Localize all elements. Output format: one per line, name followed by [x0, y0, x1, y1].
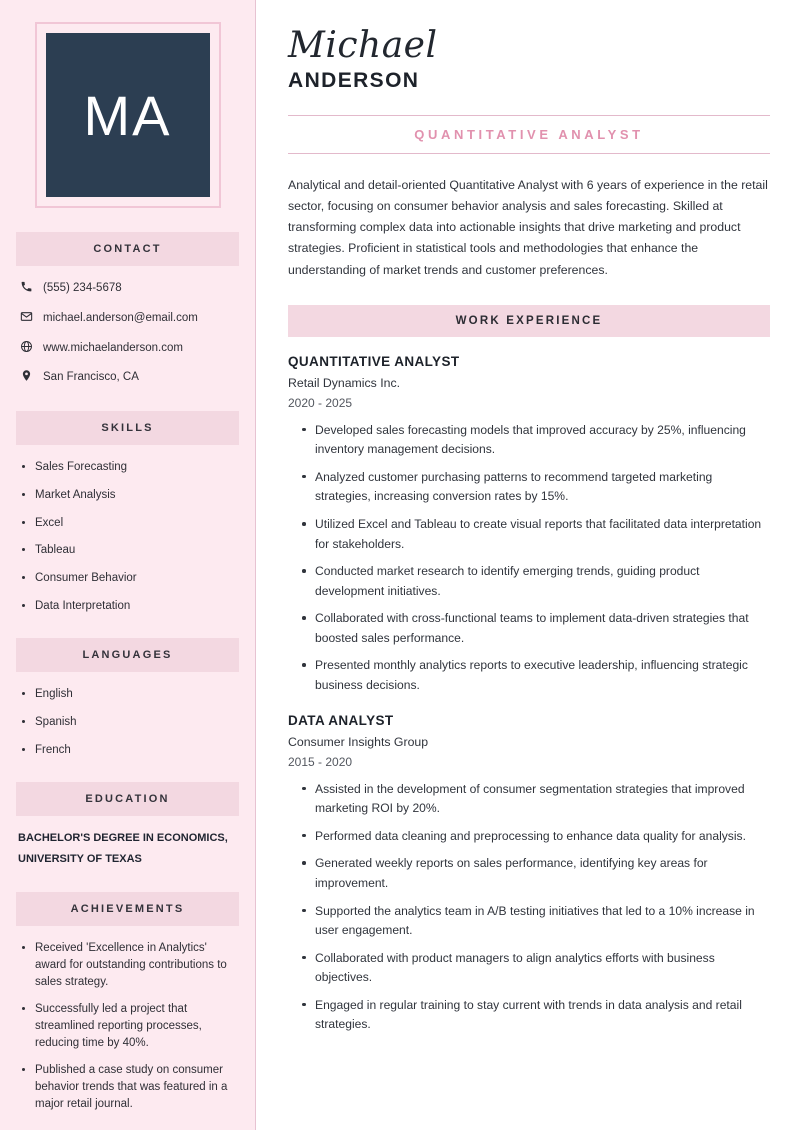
list-item: Utilized Excel and Tableau to create visual reports that facilitated data interpretation for stakeholders.: [302, 515, 770, 554]
job-role-title: QUANTITATIVE ANALYST: [288, 115, 770, 154]
globe-icon: [20, 340, 33, 358]
job-title: QUANTITATIVE ANALYST: [288, 353, 460, 369]
list-item: Supported the analytics team in A/B testing initiatives that led to a 10% increase in user engagement.: [302, 902, 770, 941]
sidebar: [0, 0, 256, 1130]
list-item: Data Interpretation: [22, 598, 239, 615]
avatar-initials: MA: [46, 33, 210, 197]
job-dates: 2015 - 2020: [288, 754, 353, 769]
list-item: Consumer Behavior: [22, 570, 239, 587]
list-item: English: [22, 686, 239, 703]
page-title-first-name: Michael: [288, 25, 438, 66]
list-item: Sales Forecasting: [22, 459, 239, 476]
job-bullet-list: [288, 421, 770, 696]
list-item: Collaborated with product managers to align analytics efforts with business objectives.: [302, 949, 770, 988]
contact-phone: [20, 280, 239, 298]
list-item: French: [22, 742, 239, 759]
contact-list: [16, 280, 239, 387]
list-item: Published a case study on consumer behavior trends that was featured in a major retail journal.: [22, 1062, 239, 1112]
list-item: Spanish: [22, 714, 239, 731]
avatar: [35, 22, 221, 208]
achievements-list: [16, 940, 239, 1112]
location-pin-icon: [20, 369, 33, 387]
contact-phone-text: (555) 234-5678: [43, 282, 122, 294]
list-item: Conducted market research to identify emerging trends, guiding product development initiatives.: [302, 562, 770, 601]
job-entry: [288, 713, 770, 1035]
sidebar-heading-contact: CONTACT: [16, 232, 239, 266]
list-item: Market Analysis: [22, 487, 239, 504]
list-item: Performed data cleaning and preprocessing to enhance data quality for analysis.: [302, 827, 770, 847]
main-content: [256, 0, 800, 1130]
contact-website-text: www.michaelanderson.com: [43, 341, 183, 354]
professional-summary: Analytical and detail-oriented Quantitative Analyst with 6 years of experience in the retail sector, focusing on consumer behavior analysis and sales forecasting. Skilled at transforming complex data into actionable insights that drive marketing and product strategies. Proficient in statistical tools and methodologies that enhance the understanding of market trends and customer preferences.: [288, 178, 768, 277]
job-entry: [288, 354, 770, 696]
sidebar-heading-achievements: ACHIEVEMENTS: [16, 892, 239, 926]
list-item: Excel: [22, 515, 239, 532]
education-line: BACHELOR'S DEGREE IN ECONOMICS,: [18, 832, 228, 845]
contact-location: [20, 369, 239, 387]
job-title: DATA ANALYST: [288, 712, 394, 728]
list-item: Tableau: [22, 542, 239, 559]
job-company: Consumer Insights Group: [288, 734, 429, 749]
list-item: Analyzed customer purchasing patterns to recommend targeted marketing strategies, increasing conversion rates by 15%.: [302, 468, 770, 507]
list-item: Successfully led a project that streamlined reporting processes, reducing time by 40%.: [22, 1001, 239, 1051]
contact-location-text: San Francisco, CA: [43, 371, 139, 384]
list-item: Engaged in regular training to stay current with trends in data analysis and retail strategies.: [302, 996, 770, 1035]
list-item: Received 'Excellence in Analytics' award for outstanding contributions to sales strategy.: [22, 940, 239, 990]
list-item: Developed sales forecasting models that improved accuracy by 25%, influencing inventory management decisions.: [302, 421, 770, 460]
sidebar-heading-languages: LANGUAGES: [16, 638, 239, 672]
languages-list: [16, 686, 239, 758]
contact-email: [20, 310, 239, 328]
contact-website: [20, 340, 239, 358]
list-item: Presented monthly analytics reports to executive leadership, influencing strategic business decisions.: [302, 656, 770, 695]
page-title-last-name: ANDERSON: [288, 69, 420, 92]
skills-list: [16, 459, 239, 614]
phone-icon: [20, 280, 33, 298]
contact-email-text: michael.anderson@email.com: [43, 311, 198, 324]
list-item: Assisted in the development of consumer segmentation strategies that improved marketing ROI by 20%.: [302, 780, 770, 819]
list-item: Collaborated with cross-functional teams to implement data-driven strategies that boosted sales performance.: [302, 609, 770, 648]
education-entry: [16, 830, 239, 868]
section-heading-work-experience: WORK EXPERIENCE: [288, 305, 770, 337]
list-item: Generated weekly reports on sales performance, identifying key areas for improvement.: [302, 854, 770, 893]
job-dates: 2020 - 2025: [288, 395, 353, 410]
education-line: UNIVERSITY OF TEXAS: [18, 853, 142, 866]
email-icon: [20, 310, 33, 328]
sidebar-heading-skills: SKILLS: [16, 411, 239, 445]
sidebar-heading-education: EDUCATION: [16, 782, 239, 816]
job-company: Retail Dynamics Inc.: [288, 375, 401, 390]
job-bullet-list: [288, 780, 770, 1035]
